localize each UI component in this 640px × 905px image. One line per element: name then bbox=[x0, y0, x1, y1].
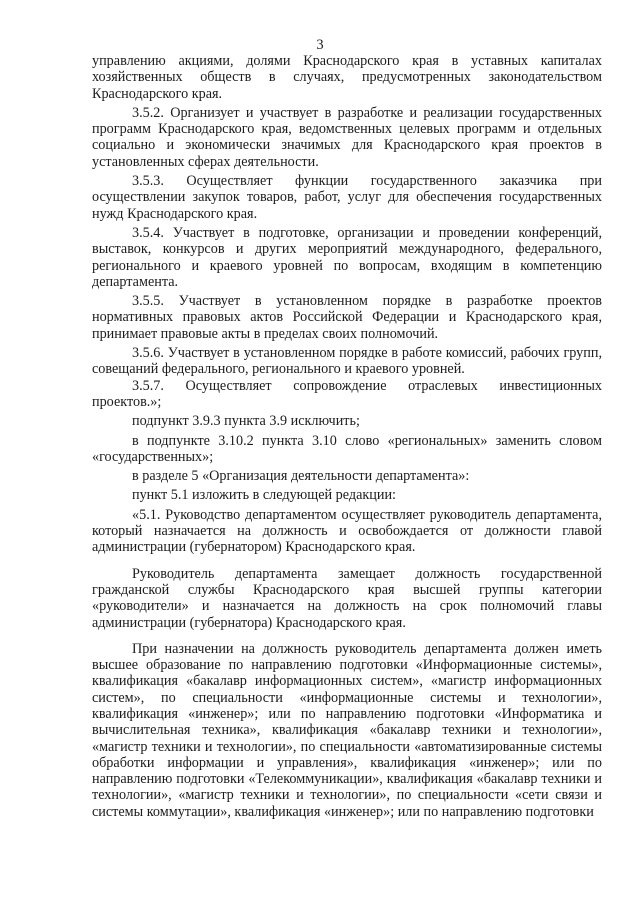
paragraph-3-5-4: 3.5.4. Участвует в подготовке, организации и проведении конференций, выставок, конкурсов и других мероприятий международного, федерального, регионального и краевого уровней по вопросам, входящим в компетенцию департамента. bbox=[92, 224, 602, 290]
paragraph-3-5-2: 3.5.2. Организует и участвует в разработке и реализации государственных программ Краснодарского края, ведомственных целевых программ и отдельных социально и экономически значимых для Краснодарского края проектов в установленных сферах деятельности. bbox=[92, 104, 602, 170]
paragraph-3-5-3: 3.5.3. Осуществляет функции государственного заказчика при осуществлении закупок товаров, работ, услуг для обеспечения государственных нужд Краснодарского края. bbox=[92, 173, 602, 222]
paragraph-3-5-7: 3.5.7. Осуществляет сопровождение отраслевых инвестиционных проектов.»; bbox=[92, 377, 602, 410]
document-body bbox=[92, 53, 602, 820]
page-number: 3 bbox=[316, 37, 324, 53]
paragraph-head-position: Руководитель департамента замещает должность государственной гражданской службы Краснодарского края высшей группы категории «руководители» и назначается на должность на срок полномочий главы администрации (губернатора) Краснодарского края. bbox=[92, 565, 602, 631]
paragraph-education-requirements: При назначении на должность руководитель департамента должен иметь высшее образование по направлению подготовки «Информационные системы», квалификация «бакалавр информационных систем», «магистр информационных систем», по специальности «информационные системы и технологии», квалификация «инженер»; или по направлению подготовки «Информатика и вычислительная техника», квалификация «бакалавр техники и технологии», «магистр техники и технологии», по специальности «автоматизированные системы обработки информации и управления», квалификация «инженер»; или по направлению подготовки «Телекоммуникации», квалификация «бакалавр техники и технологии», «магистр техники и технологии», по специальности «сети связи и системы коммутации», квалификация «инженер»; или по направлению подготовки bbox=[92, 640, 602, 820]
paragraph-subclause-3-10-2: в подпункте 3.10.2 пункта 3.10 слово «региональных» заменить словом «государственных»; bbox=[92, 432, 602, 465]
paragraph-share-management: управлению акциями, долями Краснодарского края в уставных капиталах хозяйственных обществ в случаях, предусмотренных законодательством Краснодарского края. bbox=[92, 53, 602, 102]
paragraph-3-5-6: 3.5.6. Участвует в установленном порядке в работе комиссий, рабочих групп, совещаний федерального, регионального и краевого уровней. bbox=[92, 345, 602, 378]
paragraph-3-5-5: 3.5.5. Участвует в установленном порядке в разработке проектов нормативных правовых актов Российской Федерации и Краснодарского края, принимает правовые акты в пределах своих полномочий. bbox=[92, 293, 602, 342]
paragraph-section-5: в разделе 5 «Организация деятельности департамента»: bbox=[132, 468, 470, 485]
paragraph-clause-5-1: «5.1. Руководство департаментом осуществляет руководитель департамента, который назначается на должность и освобождается от должности главой администрации (губернатором) Краснодарского края. bbox=[92, 506, 602, 556]
paragraph-subclause-3-9-3: подпункт 3.9.3 пункта 3.9 исключить; bbox=[132, 413, 360, 430]
paragraph-clause-5-1-intro: пункт 5.1 изложить в следующей редакции: bbox=[132, 487, 396, 504]
